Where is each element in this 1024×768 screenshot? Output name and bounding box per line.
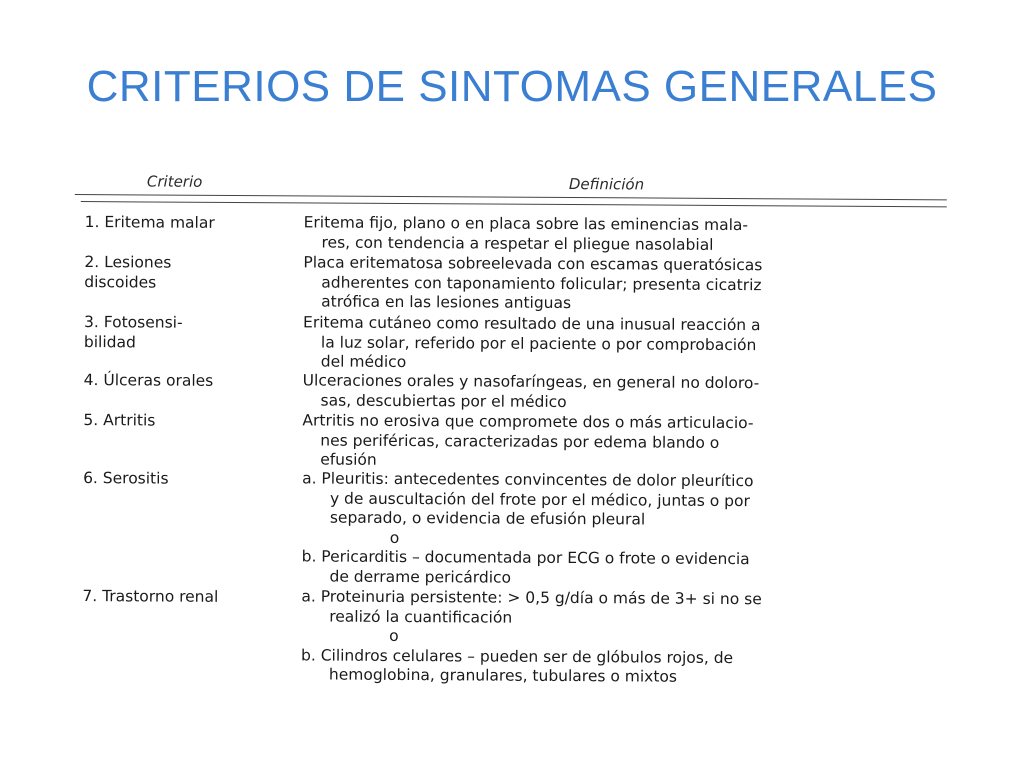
criteria-table bbox=[72, 168, 955, 703]
definition-line: res, con tendencia a respetar el pliegue nasolabial bbox=[321, 233, 714, 254]
definition-cell bbox=[303, 313, 953, 375]
definition-line: atrófica en las lesiones antiguas bbox=[321, 292, 572, 313]
definition-line: realizó la cuantificación bbox=[329, 607, 513, 627]
definition-line: o bbox=[389, 528, 400, 547]
definition-line: la luz solar, referido por el paciente o por comprobación bbox=[320, 333, 757, 354]
criterion-column-header: Criterio bbox=[146, 172, 203, 191]
definition-line: de derrame pericárdico bbox=[329, 567, 512, 587]
definition-line: nes periféricas, caracterizadas por edema blando o bbox=[320, 431, 720, 452]
header-rule-bottom bbox=[81, 201, 947, 207]
definition-line: Artritis no erosiva que compromete dos o más articulacio- bbox=[302, 411, 754, 433]
criterion-cell: 4. Úlceras orales bbox=[83, 371, 214, 390]
definition-column-header: Definición bbox=[568, 175, 645, 194]
definition-line: efusión bbox=[320, 450, 377, 469]
definition-line: y de auscultación del frote por el médico, juntas o por bbox=[329, 489, 750, 510]
definition-cell bbox=[301, 587, 952, 688]
definition-line: adherentes con taponamiento folicular; presenta cicatriz bbox=[321, 273, 762, 294]
definition-cell bbox=[303, 213, 953, 256]
definition-line: hemoglobina, granulares, tubulares o mixtos bbox=[328, 665, 678, 686]
definition-cell bbox=[302, 411, 952, 473]
criterion-cell: 2. Lesiones discoides bbox=[84, 253, 172, 292]
definition-cell bbox=[303, 371, 953, 414]
definition-line: a. Pleuritis: antecedentes convincentes de dolor pleurítico bbox=[302, 469, 754, 491]
definition-cell bbox=[301, 469, 952, 590]
definition-line: o bbox=[389, 626, 399, 645]
table-row bbox=[75, 212, 955, 254]
definition-line: Placa eritematosa sobreelevada con escamas queratósicas bbox=[303, 253, 763, 275]
definition-line: b. Cilindros celulares – pueden ser de glóbulos rojos, de bbox=[300, 645, 734, 667]
definition-line: separado, o evidencia de efusión pleural bbox=[329, 508, 646, 529]
definition-line: Eritema cutáneo como resultado de una inusual reacción a bbox=[303, 313, 761, 335]
criterion-cell: 3. Fotosensi- bilidad bbox=[83, 313, 183, 352]
criterion-cell: 1. Eritema malar bbox=[84, 213, 215, 232]
criterion-cell: 5. Artritis bbox=[83, 411, 156, 430]
definition-line: a. Proteinuria persistente: > 0,5 g/día o más de 3+ si no se bbox=[301, 587, 762, 609]
criterion-cell: 7. Trastorno renal bbox=[82, 587, 219, 606]
criterion-cell: 6. Serositis bbox=[83, 469, 169, 488]
definition-cell bbox=[303, 253, 953, 315]
definition-line: b. Pericarditis – documentada por ECG o frote o evidencia bbox=[301, 547, 750, 569]
slide-title: CRITERIOS DE SINTOMAS GENERALES bbox=[86, 62, 938, 111]
definition-line: del médico bbox=[320, 352, 407, 372]
definition-line: Ulceraciones orales y nasofaríngeas, en general no doloro- bbox=[302, 371, 760, 393]
definition-line: Eritema fijo, plano o en placa sobre las eminencias mala- bbox=[303, 213, 749, 235]
definition-line: sas, descubiertas por el médico bbox=[320, 391, 567, 411]
